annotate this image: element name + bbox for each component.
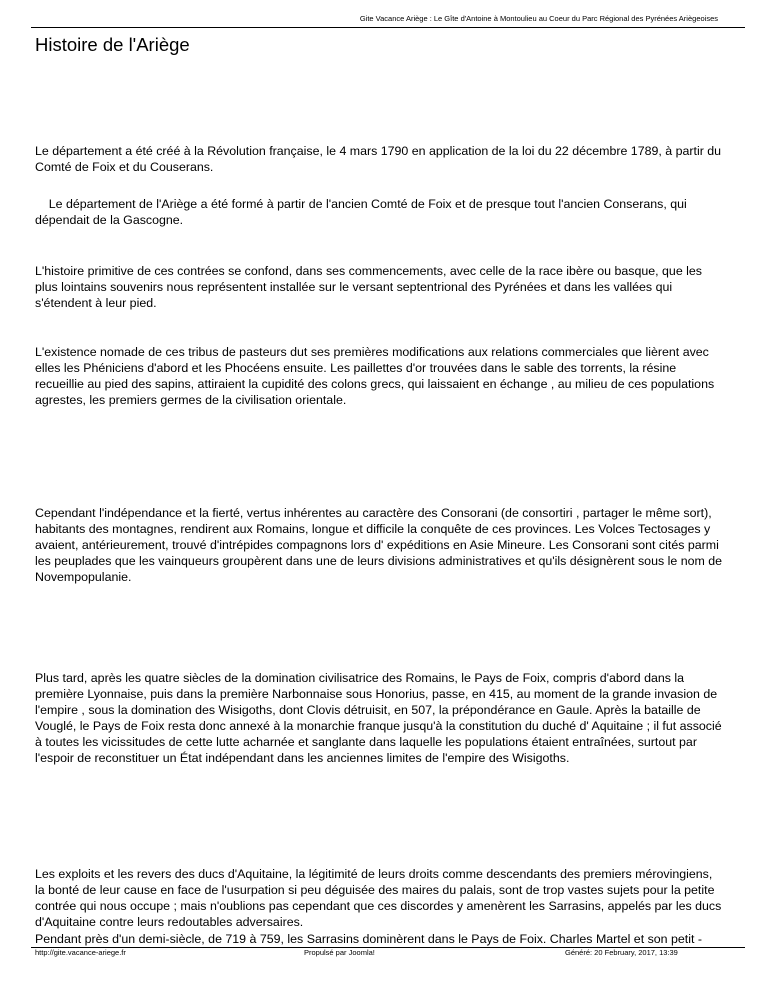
paragraph: Cependant l'indépendance et la fierté, vertus inhérentes au caractère des Consorani (de consortiri , partager le même sort), habitants des montagnes, rendirent aux Romains, longue et difficile la conquête de ces provinces. Les Volces Tectosages y avaient, antérieurement, trouvé d'intrépides compagnons lors d' expéditions en Asie Mineure. Les Consorani sont cités parmi les peuplades que les vainqueurs groupèrent dans une de leurs divisions administratives et qu'ils désignèrent sous le nom de Novempopulanie.: [35, 506, 723, 584]
paragraph: Le département de l'Ariège a été formé à partir de l'ancien Comté de Foix et de presque tout l'ancien Conserans, qui dépendait de la Gascogne.: [35, 197, 691, 227]
header-divider: [31, 27, 745, 28]
page-header-text: Gite Vacance Ariège : Le Gîte d'Antoine à Montoulieu au Coeur du Parc Régional des Pyrénées Ariègeoises: [359, 14, 718, 23]
footer-generated-date: Généré: 20 February, 2017, 13:39: [565, 948, 678, 957]
page-title: Histoire de l'Ariège: [35, 34, 190, 55]
paragraph: Plus tard, après les quatre siècles de la domination civilisatrice des Romains, le Pays de Foix, compris d'abord dans la première Lyonnaise, puis dans la première Narbonnaise sous Honorius, passe, en 415, au moment de la grande invasion de l'empire , sous la domination des Wisigoths, dont Clovis détruisit, en 507, la prépondérance en Gaule. Après la bataille de Vouglé, le Pays de Foix resta donc annexé à la monarchie franque jusqu'à la constitution du duché d' Aquitaine ; il fut associé à toutes les vicissitudes de cette lutte acharnée et sanglante dans laquelle les populations étaient entraînées, surtout par l'espoir de reconstituer un État indépendant dans les anciennes limites de l'empire des Wisigoths.: [35, 671, 722, 765]
paragraph: Les exploits et les revers des ducs d'Aquitaine, la légitimité de leurs droits comme descendants des premiers mérovingiens, la bonté de leur cause en face de l'usurpation si peu déguisée des maires du palais, sont de trop vastes sujets pour la petite contrée qui nous occupe ; mais n'oublions pas cependant que ces discordes y amenèrent les Sarrasins, appelés par les ducs d'Aquitaine contre leurs redoutables adversaires.: [35, 867, 722, 929]
paragraph: Le département a été créé à la Révolution française, le 4 mars 1790 en application de la loi du 22 décembre 1789, à partir du Comté de Foix et du Couserans.: [35, 144, 722, 174]
paragraph: Pendant près d'un demi-siècle, de 719 à 759, les Sarrasins dominèrent dans le Pays de Foix. Charles Martel et son petit -: [35, 932, 702, 946]
paragraph: L'histoire primitive de ces contrées se confond, dans ses commencements, avec celle de la race ibère ou basque, que les plus lointains souvenirs nous représentent installée sur le versant septentrional des Pyrénées et dans les vallées qui s'étendent à leur pied.: [35, 264, 703, 310]
footer-url: http://gite.vacance-ariege.fr: [35, 948, 126, 957]
footer-powered-by: Propulsé par Joomla!: [304, 948, 375, 957]
paragraph: L'existence nomade de ces tribus de pasteurs dut ses premières modifications aux relations commerciales que lièrent avec elles les Phéniciens d'abord et les Phocéens ensuite. Les paillettes d'or trouvées dans le sable des torrents, la résine recueillie au pied des sapins, attiraient la cupidité des colons grecs, qui laissaient en échange , au milieu de ces populations agrestes, les premiers germes de la civilisation orientale.: [35, 345, 715, 407]
